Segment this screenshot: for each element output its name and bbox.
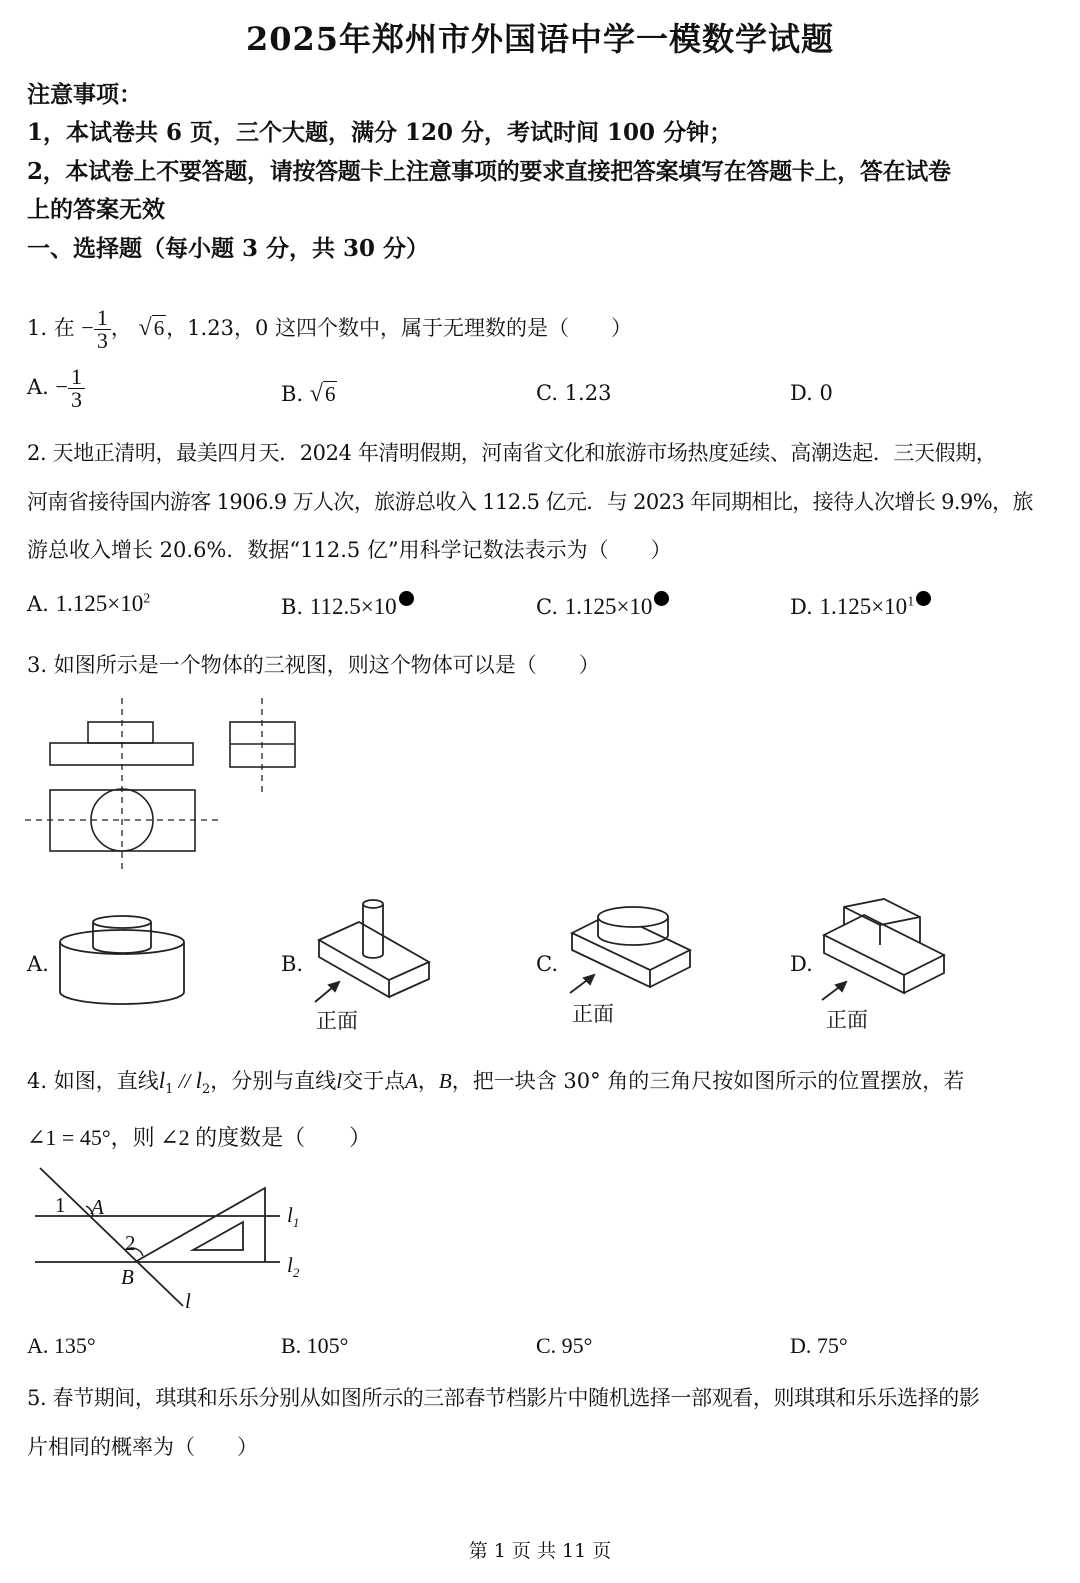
q1-rest: ，1.23，0 这四个数中，属于无理数的是（ ） — [166, 316, 632, 340]
q2-option-d: D. $1.125\times 10^1$ — [790, 591, 931, 620]
exponent-blot-icon — [654, 591, 669, 606]
q4-line-1: 4. 如图，直线$l_1 // l_2$，分别与直线l交于点A，B，把一块含 30° 角的三角尺按如图所示的位置摆放，若 — [27, 1068, 965, 1098]
line-l1-label: $l_1$ — [287, 1203, 300, 1230]
option-a-cylinder-figure — [55, 912, 190, 1010]
q2-line-3: 游总收入增长 20.6%．数据“112.5 亿”用科学记数法表示为（ ） — [27, 538, 672, 562]
q3-option-c-label: C. — [536, 952, 558, 976]
exponent-blot-icon — [399, 591, 414, 606]
q5-line-1: 5. 春节期间，琪琪和乐乐分别从如图所示的三部春节档影片中随机选择一部观看，则琪琪和乐乐选择的影 — [27, 1386, 980, 1410]
exponent-blot-icon — [916, 591, 931, 606]
triangle-ruler-inner — [193, 1222, 243, 1250]
q1-minus: − — [81, 315, 94, 340]
q4-option-d: D. 75° — [790, 1333, 848, 1358]
q1-option-a: A. − $\frac{1}{3}$ — [27, 366, 85, 411]
page-footer: 第 1 页 共 11 页 — [468, 1540, 612, 1562]
q3-d-front-label: 正面 — [826, 1008, 868, 1032]
q1-sqrt: √6 — [138, 315, 165, 341]
triangle-ruler — [135, 1188, 265, 1262]
q3-option-d-label: D. — [790, 952, 813, 976]
question-1 — [27, 280, 632, 376]
option-d-block-figure — [812, 895, 952, 1007]
option-c-block-figure — [560, 895, 700, 1005]
q5-line-2: 片相同的概率为（ ） — [27, 1435, 258, 1459]
q4-option-a: A. 135° — [27, 1333, 96, 1358]
q3-option-b-label: B. — [281, 952, 304, 976]
q1-option-d: D. 0 — [790, 381, 833, 405]
line-l-label: l — [185, 1289, 191, 1313]
line-l — [40, 1168, 183, 1306]
point-b-label: B — [121, 1265, 134, 1289]
section-heading: 一、选择题（每小题 3 分，共 30 分） — [27, 235, 430, 262]
front-view-top — [88, 722, 153, 743]
q1-option-b: B. √6 — [281, 381, 336, 407]
point-a-label: A — [91, 1195, 104, 1219]
q3-text: 3. 如图所示是一个物体的三视图，则这个物体可以是（ ） — [27, 653, 600, 677]
q1-fraction: $\frac{1}{3}$ — [94, 307, 111, 352]
line-l2-label: $l_2$ — [287, 1253, 300, 1280]
q3-option-a-label: A. — [27, 952, 49, 976]
q1-prefix: 1. 在 — [27, 316, 75, 340]
q4-option-b: B. 105° — [281, 1333, 349, 1358]
angle-2-label: 2 — [125, 1231, 136, 1255]
notice-line-1: 1，本试卷共 6 页，三个大题，满分 120 分，考试时间 100 分钟； — [27, 119, 733, 146]
notice-line-2: 2，本试卷上不要答题，请按答题卡上注意事项的要求直接把答案填写在答题卡上，答在试卷 — [27, 158, 951, 185]
q1-option-c: C. 1.23 — [536, 381, 612, 405]
q2-option-a: A. $1.125\times 10^2$ — [27, 591, 151, 616]
parallel-lines-figure — [25, 1160, 325, 1320]
q4-option-c: C. 95° — [536, 1333, 593, 1358]
three-view-figure — [20, 695, 310, 885]
q2-line-1: 2. 天地正清明，最美四月天．2024 年清明假期，河南省文化和旅游市场热度延续、高潮迭起．三天假期， — [27, 441, 997, 465]
q4-line-2: ∠1 = 45°，则 ∠2 的度数是（ ） — [27, 1125, 372, 1150]
angle-1-label: 1 — [55, 1193, 66, 1217]
q2-line-2: 河南省接待国内游客 1906.9 万人次，旅游总收入 112.5 亿元．与 2023 年同期相比，接待人次增长 9.9%，旅 — [27, 490, 1033, 514]
notice-heading: 注意事项： — [27, 81, 142, 108]
q1-comma: ， — [110, 316, 132, 340]
q3-c-front-label: 正面 — [572, 1002, 614, 1026]
q2-option-b: B. 112.5×10 — [281, 591, 414, 620]
q2-option-c: C. 1.125×10 — [536, 591, 669, 620]
q3-b-front-label: 正面 — [316, 1009, 358, 1033]
page-title: 2025年郑州市外国语中学一模数学试题 — [245, 20, 835, 58]
option-b-block-figure — [305, 892, 440, 1007]
notice-line-3: 上的答案无效 — [27, 196, 165, 223]
